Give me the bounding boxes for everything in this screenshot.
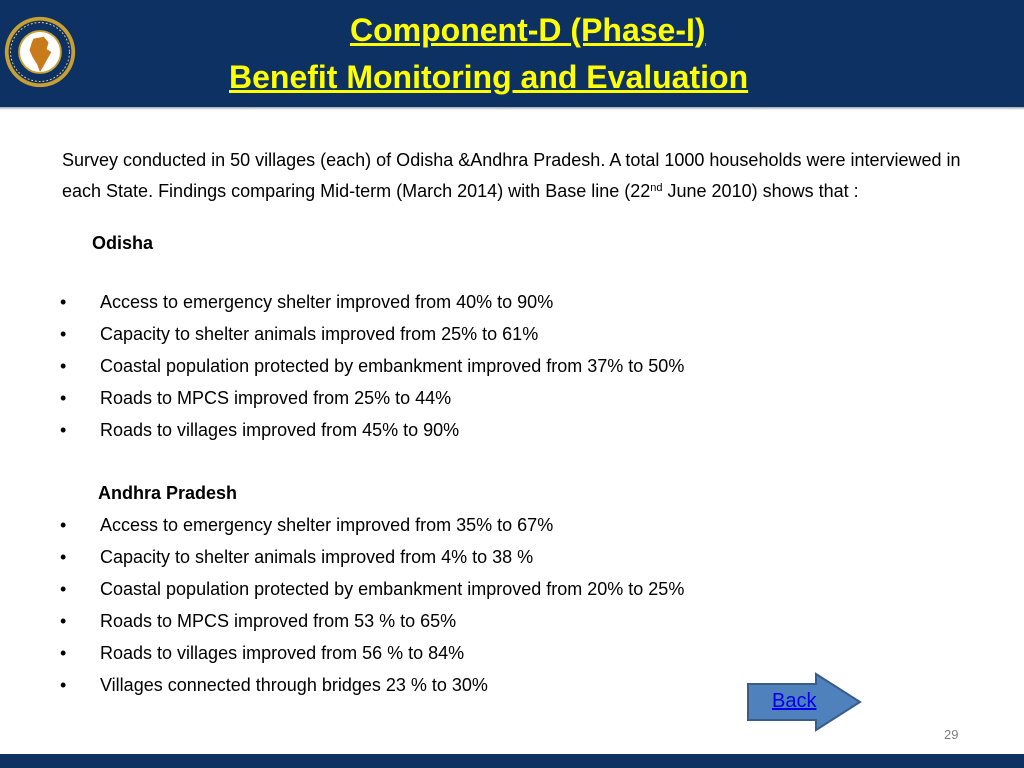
- bullet-marker: •: [60, 643, 67, 663]
- bullet-text: Roads to MPCS improved from 53 % to 65%: [100, 611, 457, 631]
- odisha-heading: Odisha: [92, 233, 154, 253]
- bullet-text: Roads to villages improved from 45% to 90%: [100, 420, 460, 440]
- bullet-marker: •: [60, 547, 67, 567]
- bullet-text: Coastal population protected by embankment improved from 37% to 50%: [100, 356, 685, 376]
- slide-title-line1: Component-D (Phase-I): [350, 12, 706, 48]
- bullet-marker: •: [60, 292, 67, 312]
- bullet-text: Capacity to shelter animals improved from 25% to 61%: [100, 324, 539, 344]
- bullet-text: Capacity to shelter animals improved from 4% to 38 %: [100, 547, 534, 567]
- bullet-text: Access to emergency shelter improved from 35% to 67%: [100, 515, 554, 535]
- intro-text: Survey conducted in 50 villages (each) of Odisha &Andhra Pradesh. A total 1000 households were interviewed in each State. Findings comparing Mid-term (March 2014) with Base line (22: [62, 150, 961, 201]
- bullet-marker: •: [60, 611, 67, 631]
- bullet-text: Roads to villages improved from 56 % to 84%: [100, 643, 465, 663]
- slide-header: [0, 0, 1024, 107]
- bullet-marker: •: [60, 515, 67, 535]
- intro-text-end: June 2010) shows that :: [662, 181, 859, 201]
- bullet-marker: •: [60, 420, 67, 440]
- bullet-text: Roads to MPCS improved from 25% to 44%: [100, 388, 452, 408]
- page-number: 29: [944, 727, 959, 742]
- intro-paragraph: [62, 146, 972, 205]
- bullet-text: Villages connected through bridges 23 % to 30%: [100, 675, 488, 695]
- bullet-text: Coastal population protected by embankment improved from 20% to 25%: [100, 579, 685, 599]
- footer-bar: [0, 754, 1024, 768]
- intro-superscript: nd: [650, 182, 663, 194]
- slide-body: [62, 146, 972, 205]
- bullet-marker: •: [60, 356, 67, 376]
- bullet-marker: •: [60, 388, 67, 408]
- bullet-text: Access to emergency shelter improved from 40% to 90%: [100, 292, 554, 312]
- bullet-marker: •: [60, 675, 67, 695]
- header-shadow: [0, 107, 1024, 110]
- ndma-emblem-icon: [2, 14, 78, 90]
- andhra-heading: Andhra Pradesh: [98, 483, 238, 503]
- back-link[interactable]: Back: [772, 690, 817, 712]
- bullet-marker: •: [60, 324, 67, 344]
- slide-title-line2: Benefit Monitoring and Evaluation: [229, 59, 749, 95]
- bullet-marker: •: [60, 579, 67, 599]
